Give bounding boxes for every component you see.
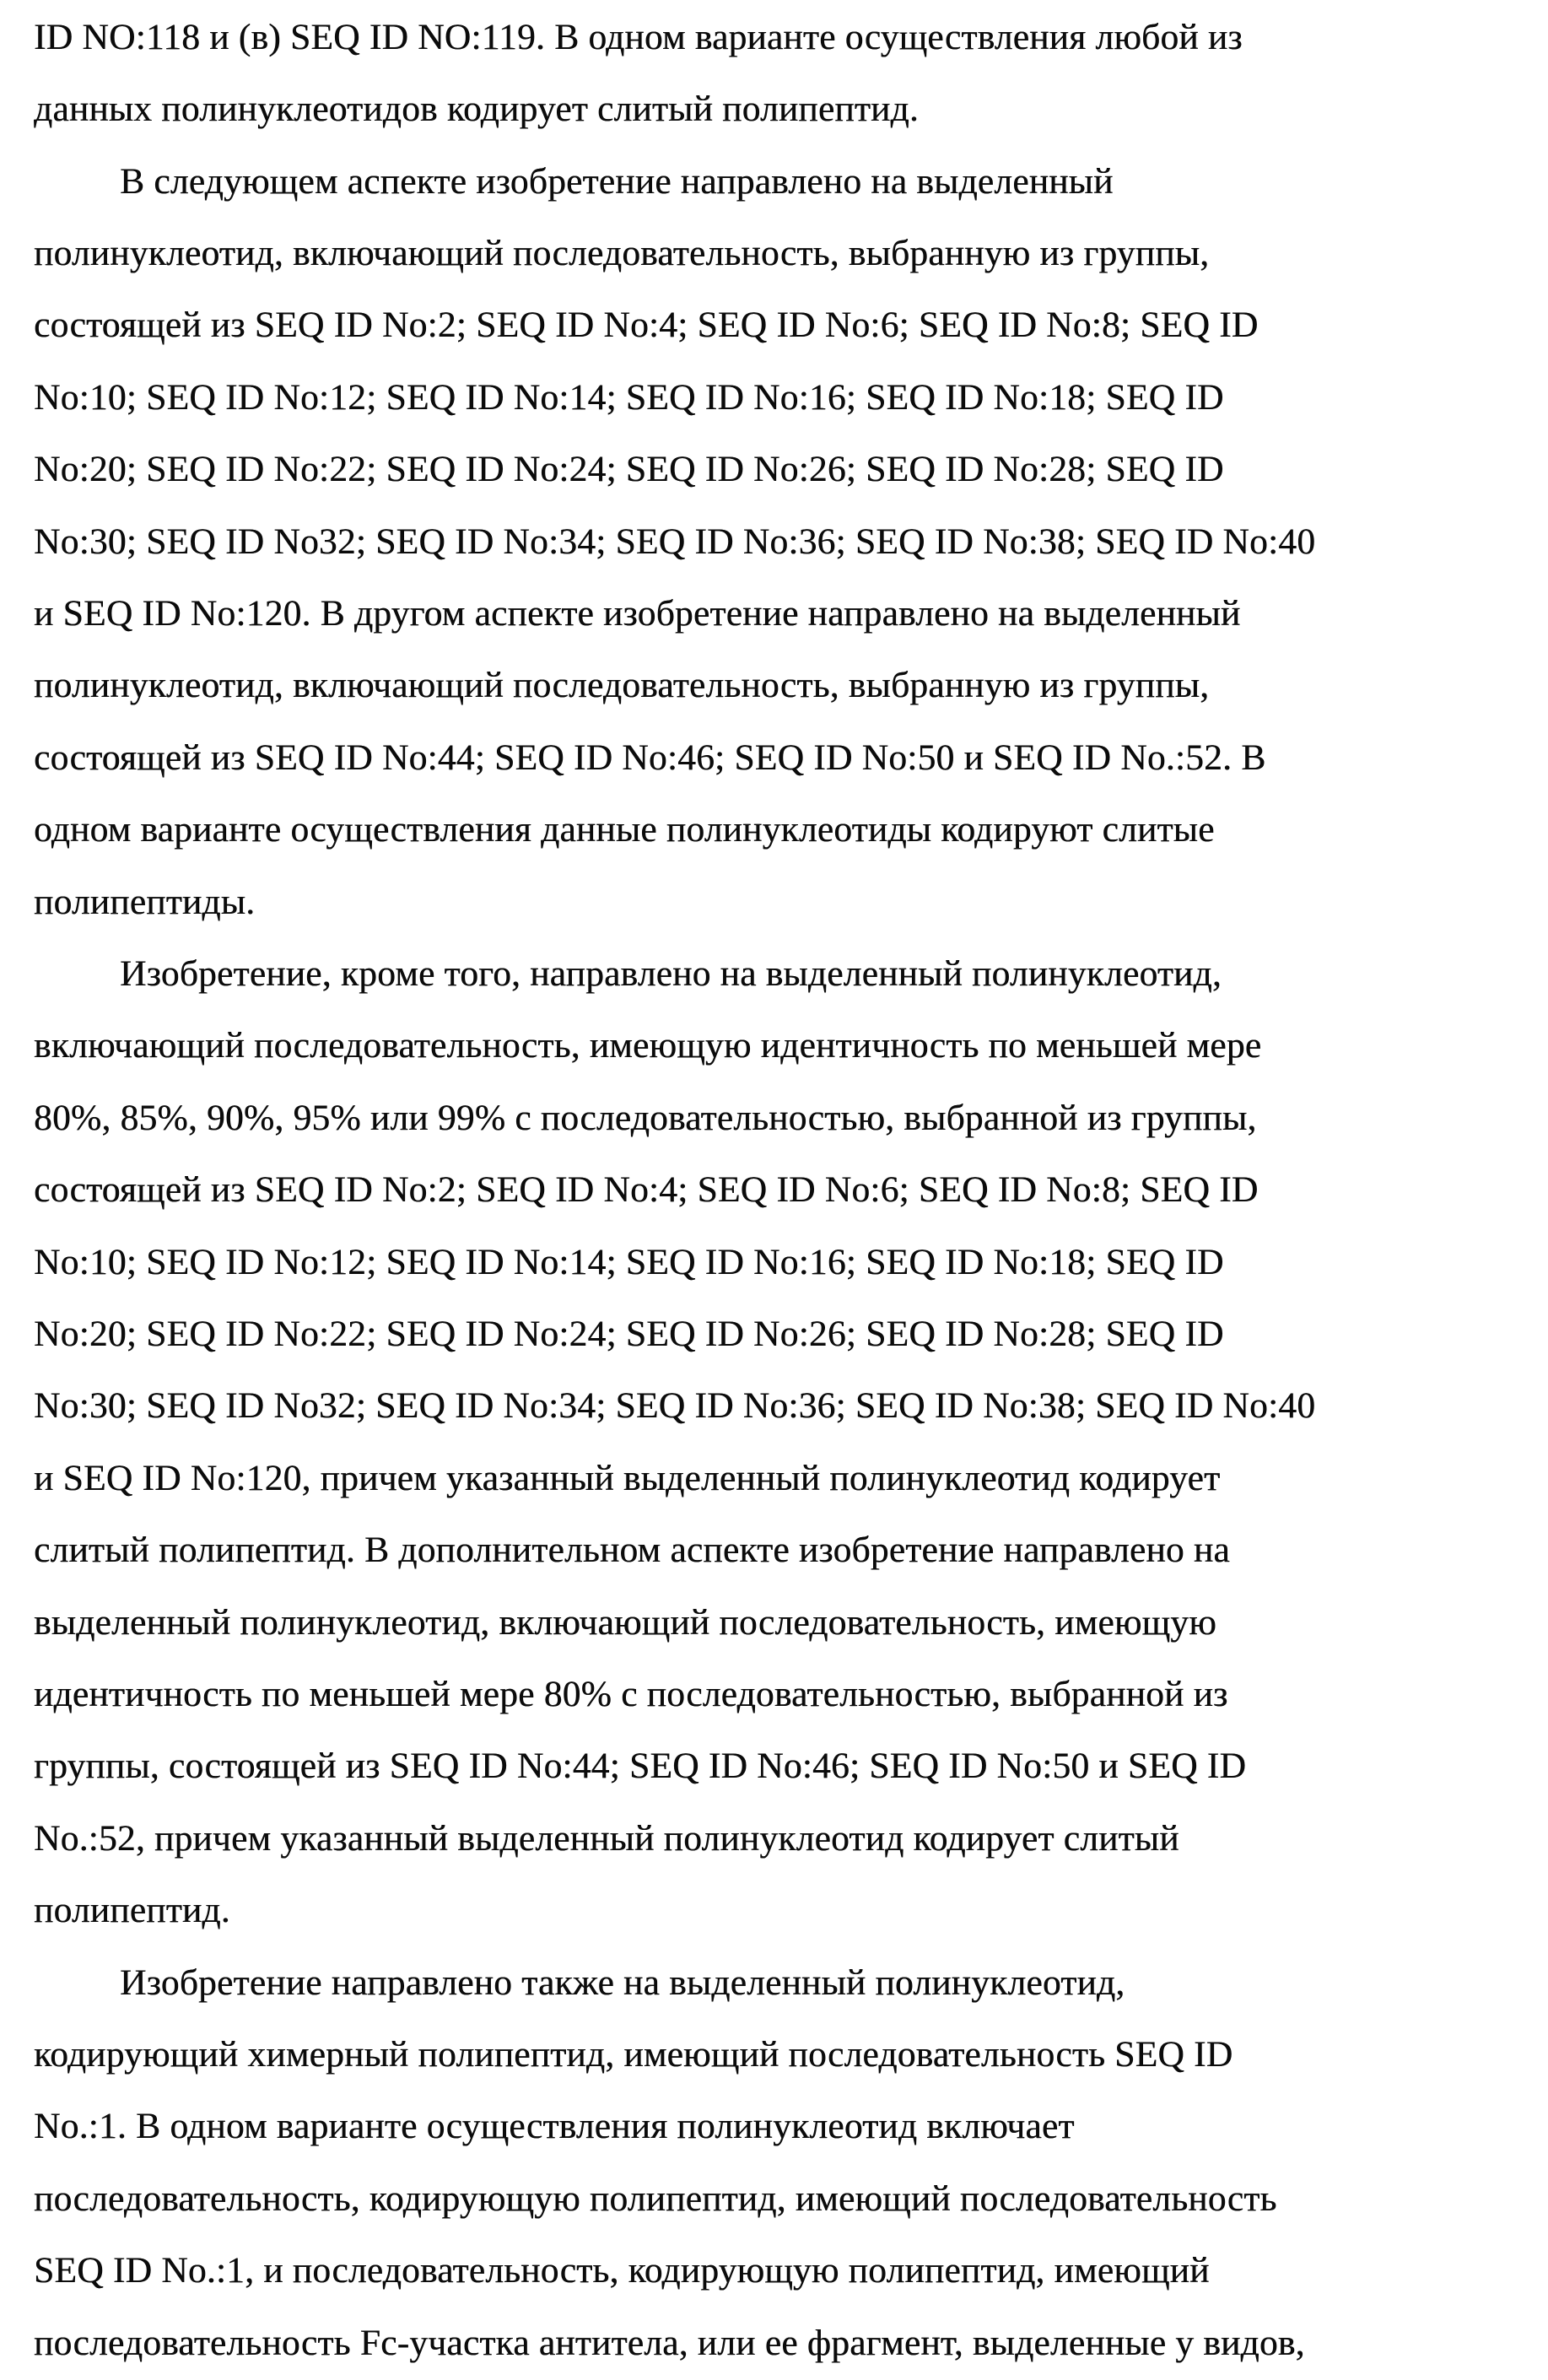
text-line: No:10; SEQ ID No:12; SEQ ID No:14; SEQ ID No:16; SEQ ID No:18; SEQ ID <box>34 377 1224 418</box>
text-line: включающий последовательность, имеющую идентичность по меньшей мере <box>34 1025 1262 1066</box>
text-line: данных полинуклеотидов кодирует слитый полипептид. <box>34 89 919 129</box>
text-line: состоящей из SEQ ID No:44; SEQ ID No:46; SEQ ID No:50 и SEQ ID No.:52. В <box>34 737 1266 778</box>
text-line: No:30; SEQ ID No32; SEQ ID No:34; SEQ ID No:36; SEQ ID No:38; SEQ ID No:40 <box>34 1385 1316 1426</box>
paragraph-start-line: Изобретение, кроме того, направлено на выделенный полинуклеотид, <box>120 953 1222 994</box>
text-line: полинуклеотид, включающий последовательность, выбранную из группы, <box>34 665 1210 705</box>
text-line: No:10; SEQ ID No:12; SEQ ID No:14; SEQ ID No:16; SEQ ID No:18; SEQ ID <box>34 1242 1224 1282</box>
text-line: кодирующий химерный полипептид, имеющий последовательность SEQ ID <box>34 2034 1233 2075</box>
text-line: и SEQ ID No:120. В другом аспекте изобретение направлено на выделенный <box>34 593 1241 634</box>
text-line: ID NO:118 и (в) SEQ ID NO:119. В одном варианте осуществления любой из <box>34 17 1243 57</box>
text-line: последовательность Fc-участка антитела, или ее фрагмент, выделенные у видов, <box>34 2323 1305 2363</box>
text-line: полинуклеотид, включающий последовательность, выбранную из группы, <box>34 233 1210 273</box>
text-line: 80%, 85%, 90%, 95% или 99% с последовательностью, выбранной из группы, <box>34 1098 1257 1138</box>
text-line: SEQ ID No.:1, и последовательность, кодирующую полипептид, имеющий <box>34 2250 1210 2291</box>
text-line: полипептиды. <box>34 882 256 922</box>
text-line: состоящей из SEQ ID No:2; SEQ ID No:4; SEQ ID No:6; SEQ ID No:8; SEQ ID <box>34 1169 1259 1210</box>
text-line: идентичность по меньшей мере 80% с последовательностью, выбранной из <box>34 1674 1228 1714</box>
text-line: No.:52, причем указанный выделенный полинуклеотид кодирует слитый <box>34 1818 1179 1859</box>
text-line: последовательность, кодирующую полипептид, имеющий последовательность <box>34 2178 1277 2219</box>
paragraph-start-line: Изобретение направлено также на выделенный полинуклеотид, <box>120 1962 1125 2003</box>
text-line: No.:1. В одном варианте осуществления полинуклеотид включает <box>34 2106 1075 2146</box>
text-line: No:30; SEQ ID No32; SEQ ID No:34; SEQ ID No:36; SEQ ID No:38; SEQ ID No:40 <box>34 521 1316 562</box>
text-line: No:20; SEQ ID No:22; SEQ ID No:24; SEQ ID No:26; SEQ ID No:28; SEQ ID <box>34 1314 1224 1354</box>
text-line: No:20; SEQ ID No:22; SEQ ID No:24; SEQ ID No:26; SEQ ID No:28; SEQ ID <box>34 449 1224 489</box>
text-line: группы, состоящей из SEQ ID No:44; SEQ ID No:46; SEQ ID No:50 и SEQ ID <box>34 1746 1247 1786</box>
text-line: одном варианте осуществления данные полинуклеотиды кодируют слитые <box>34 809 1215 850</box>
text-line: состоящей из SEQ ID No:2; SEQ ID No:4; SEQ ID No:6; SEQ ID No:8; SEQ ID <box>34 305 1259 345</box>
paragraph-start-line: В следующем аспекте изобретение направлено на выделенный <box>120 161 1114 202</box>
text-line: полипептид. <box>34 1890 230 1930</box>
text-line: слитый полипептид. В дополнительном аспекте изобретение направлено на <box>34 1530 1230 1570</box>
text-line: выделенный полинуклеотид, включающий последовательность, имеющую <box>34 1602 1216 1643</box>
text-line: и SEQ ID No:120, причем указанный выделенный полинуклеотид кодирует <box>34 1458 1221 1498</box>
